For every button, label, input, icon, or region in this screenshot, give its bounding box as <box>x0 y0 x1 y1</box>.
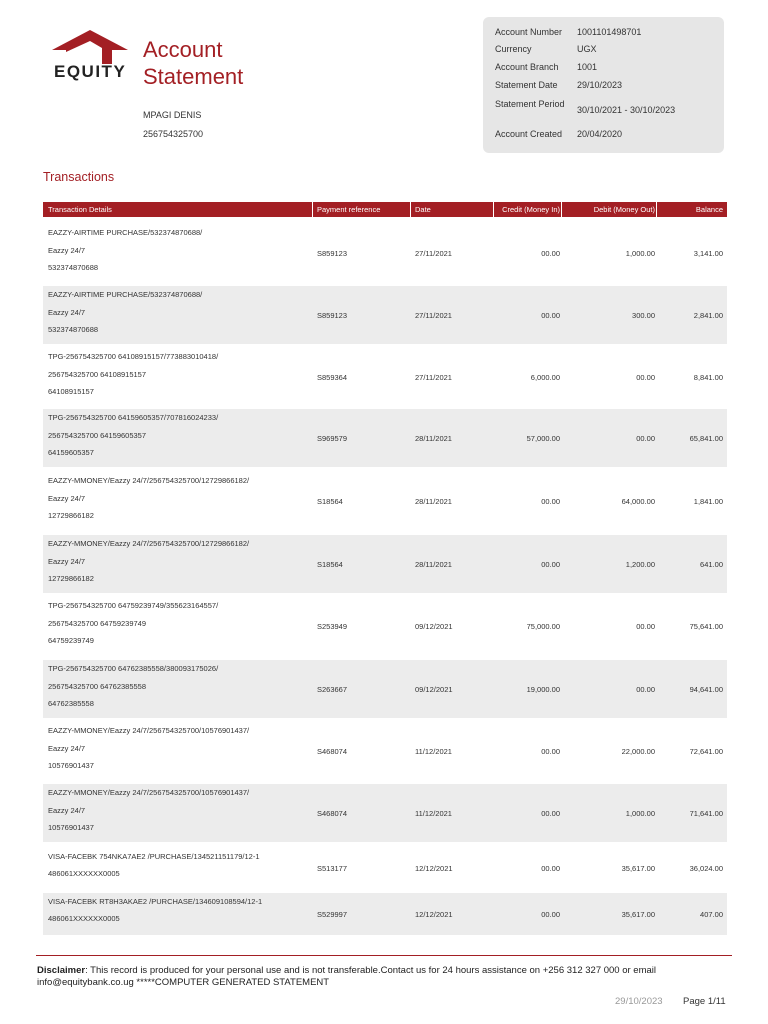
debit-amount: 00.00 <box>636 622 655 631</box>
balance-amount: 641.00 <box>700 560 723 569</box>
transaction-date: 27/11/2021 <box>415 373 452 382</box>
balance-amount: 65,841.00 <box>689 434 723 443</box>
details-line: EAZZY-MMONEY/Eazzy 24/7/256754325700/12729866182/ <box>48 476 250 485</box>
details-line: 256754325700 64108915157 <box>48 369 147 379</box>
details-line: 532374870688 <box>48 263 99 272</box>
payment-reference: S969579 <box>317 434 348 443</box>
credit-amount: 00.00 <box>541 910 560 919</box>
balance-amount: 3,141.00 <box>693 249 723 258</box>
debit-amount: 00.00 <box>636 373 655 382</box>
payment-reference: S253949 <box>317 622 348 631</box>
details-line: TPG-256754325700 64108915157/773883010418/ <box>48 352 219 361</box>
balance-amount: 71,641.00 <box>689 809 723 818</box>
details-line: EAZZY-MMONEY/Eazzy 24/7/256754325700/10576901437/ <box>48 788 250 797</box>
header-details: Transaction Details <box>48 205 112 214</box>
credit-amount: 00.00 <box>541 311 560 320</box>
details-line: 64159605357 <box>48 448 94 457</box>
credit-amount: 75,000.00 <box>526 622 560 631</box>
details-line: TPG-256754325700 64159605357/707816024233/ <box>48 413 219 422</box>
details-line: 10576901437 <box>48 761 94 770</box>
details-line: 12729866182 <box>48 574 94 583</box>
debit-amount: 64,000.00 <box>621 497 655 506</box>
table-row <box>43 472 727 530</box>
payment-reference: S859123 <box>317 311 348 320</box>
credit-amount: 00.00 <box>541 249 560 258</box>
table-row <box>43 848 727 888</box>
table-row <box>43 409 727 467</box>
transaction-date: 12/12/2021 <box>415 864 453 873</box>
debit-amount: 22,000.00 <box>621 747 655 756</box>
header-reference: Payment reference <box>317 205 381 214</box>
header-date: Date <box>415 205 431 214</box>
customer-name: MPAGI DENIS <box>143 110 202 120</box>
debit-amount: 300.00 <box>632 311 655 320</box>
details-line: 486061XXXXXX0005 <box>48 869 120 878</box>
customer-phone: 256754325700 <box>143 129 204 139</box>
transaction-date: 09/12/2021 <box>415 622 453 631</box>
balance-amount: 8,841.00 <box>693 373 723 382</box>
transaction-date: 28/11/2021 <box>415 434 452 443</box>
payment-reference: S859364 <box>317 373 348 382</box>
details-line: Eazzy 24/7 <box>48 307 86 317</box>
details-line: 256754325700 64759239749 <box>48 618 147 628</box>
credit-amount: 00.00 <box>541 747 560 756</box>
table-row <box>43 784 727 842</box>
table-row <box>43 597 727 655</box>
payment-reference: S468074 <box>317 747 348 756</box>
account-info-box: Account Number 1001101498701 Currency UGX Account Branch 1001 Statement Date 29/10/2023 Statement Period 30/10/2021 - 30/10/2023 Account Created 20/04/2020 <box>483 17 724 153</box>
transactions-heading: Transactions <box>43 170 115 184</box>
transaction-date: 11/12/2021 <box>415 809 452 818</box>
details-line: Eazzy 24/7 <box>48 493 86 503</box>
payment-reference: S468074 <box>317 809 348 818</box>
details-line: VISA-FACEBK 754NKA7AE2 /PURCHASE/134521151179/12-1 <box>48 852 260 861</box>
table-row <box>43 893 727 935</box>
transaction-date: 27/11/2021 <box>415 249 452 258</box>
payment-reference: S513177 <box>317 864 348 873</box>
details-line: EAZZY-AIRTIME PURCHASE/532374870688/ <box>48 228 203 237</box>
header-credit: Credit (Money In) <box>502 205 560 214</box>
credit-amount: 00.00 <box>541 497 560 506</box>
details-line: EAZZY-MMONEY/Eazzy 24/7/256754325700/12729866182/ <box>48 539 250 548</box>
balance-amount: 94,641.00 <box>689 685 723 694</box>
logo-text: EQUITY <box>54 62 127 81</box>
details-line: Eazzy 24/7 <box>48 805 86 815</box>
credit-amount: 00.00 <box>541 864 560 873</box>
credit-amount: 00.00 <box>541 560 560 569</box>
credit-amount: 6,000.00 <box>530 373 560 382</box>
table-row <box>43 348 727 406</box>
customer-info <box>143 110 203 148</box>
details-line: EAZZY-AIRTIME PURCHASE/532374870688/ <box>48 290 203 299</box>
debit-amount: 1,000.00 <box>625 249 655 258</box>
details-line: Eazzy 24/7 <box>48 245 86 255</box>
details-line: TPG-256754325700 64759239749/355623164557/ <box>48 601 219 610</box>
table-row <box>43 286 727 344</box>
balance-amount: 2,841.00 <box>693 311 723 320</box>
details-line: 64108915157 <box>48 387 94 396</box>
table-row <box>43 535 727 593</box>
disclaimer: Disclaimer: This record is produced for your personal use and is not transferable.Contact us for 24 hours assistance on +256 312 327 000 or email info@equitybank.co.ug *****COMPUTER GENERATED STATEMENT <box>37 965 657 988</box>
details-line: 256754325700 64762385558 <box>48 681 147 691</box>
balance-amount: 75,641.00 <box>689 622 723 631</box>
details-line: 12729866182 <box>48 511 94 520</box>
page-title: Account Statement <box>143 37 244 89</box>
balance-amount: 36,024.00 <box>689 864 723 873</box>
details-line: 486061XXXXXX0005 <box>48 914 120 923</box>
header-balance: Balance <box>695 205 723 214</box>
details-line: 10576901437 <box>48 823 94 832</box>
details-line: 256754325700 64159605357 <box>48 430 147 440</box>
debit-amount: 35,617.00 <box>621 910 655 919</box>
table-header <box>43 202 727 217</box>
table-row <box>43 722 727 780</box>
debit-amount: 00.00 <box>636 685 655 694</box>
credit-amount: 57,000.00 <box>526 434 560 443</box>
footer-divider <box>36 955 732 956</box>
debit-amount: 00.00 <box>636 434 655 443</box>
payment-reference: S18564 <box>317 560 343 569</box>
details-line: VISA-FACEBK RT8H3AKAE2 /PURCHASE/134609108594/12-1 <box>48 897 263 906</box>
details-line: TPG-256754325700 64762385558/380093175026/ <box>48 664 219 673</box>
transaction-date: 28/11/2021 <box>415 560 452 569</box>
details-line: 64762385558 <box>48 699 94 708</box>
debit-amount: 1,000.00 <box>625 809 655 818</box>
credit-amount: 00.00 <box>541 809 560 818</box>
payment-reference: S859123 <box>317 249 348 258</box>
transaction-date: 09/12/2021 <box>415 685 453 694</box>
details-line: EAZZY-MMONEY/Eazzy 24/7/256754325700/10576901437/ <box>48 726 250 735</box>
payment-reference: S263667 <box>317 685 348 694</box>
details-line: 532374870688 <box>48 325 99 334</box>
payment-reference: S18564 <box>317 497 343 506</box>
payment-reference: S529997 <box>317 910 348 919</box>
balance-amount: 72,641.00 <box>689 747 723 756</box>
transaction-date: 11/12/2021 <box>415 747 452 756</box>
balance-amount: 407.00 <box>700 910 723 919</box>
transaction-date: 27/11/2021 <box>415 311 452 320</box>
transaction-date: 12/12/2021 <box>415 910 453 919</box>
footer-date: 29/10/2023 <box>615 996 663 1007</box>
details-line: Eazzy 24/7 <box>48 556 86 566</box>
credit-amount: 19,000.00 <box>526 685 560 694</box>
transaction-date: 28/11/2021 <box>415 497 452 506</box>
debit-amount: 35,617.00 <box>621 864 655 873</box>
header-debit: Debit (Money Out) <box>593 205 655 214</box>
details-line: Eazzy 24/7 <box>48 743 86 753</box>
page-number: Page 1/11 <box>683 996 726 1007</box>
details-line: 64759239749 <box>48 636 94 645</box>
debit-amount: 1,200.00 <box>625 560 655 569</box>
table-row <box>43 660 727 718</box>
table-row <box>43 224 727 282</box>
balance-amount: 1,841.00 <box>693 497 723 506</box>
